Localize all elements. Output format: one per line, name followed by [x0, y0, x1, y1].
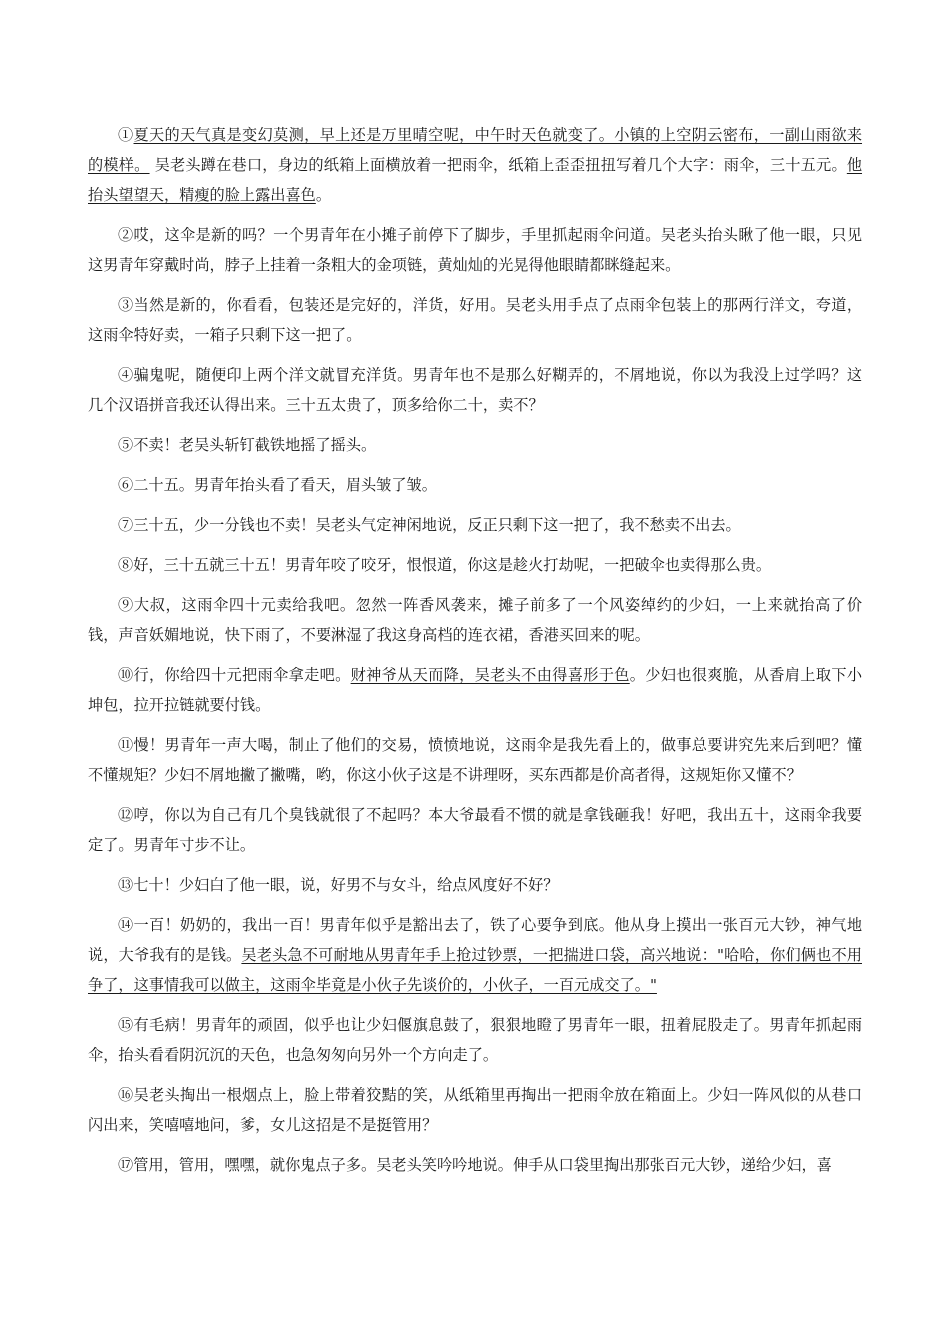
text-segment: ⑪慢！男青年一声大喝，制止了他们的交易，愤愤地说，这雨伞是我先看上的，做事总要讲究先来后到吧？懂不懂规矩？少妇不屑地撇了撇嘴，哟，你这小伙子这是不讲理呀，买东西都是价高者得，这规矩你又懂不？: [88, 736, 862, 784]
text-segment: ⑧好，三十五就三十五！男青年咬了咬牙，恨恨道，你这是趁火打劫呢，一把破伞也卖得那么贵。: [118, 556, 772, 574]
text-segment: 吴老头蹲在巷口，身边的纸箱上面横放着一把雨伞，纸箱上歪歪扭扭写着几个大字：雨伞，三十五元。: [149, 156, 847, 174]
paragraph-15: [88, 1010, 862, 1070]
paragraph-13: [88, 870, 862, 900]
paragraph-7: [88, 510, 862, 540]
text-segment: ⑦三十五，少一分钱也不卖！吴老头气定神闲地说，反正只剩下这一把了，我不愁卖不出去。: [118, 516, 741, 534]
paragraph-10: [88, 660, 862, 720]
underlined-text: 财神爷从天而降，吴老头不由得喜形于色: [350, 666, 630, 684]
paragraph-12: [88, 800, 862, 860]
paragraph-1: [88, 120, 862, 210]
text-segment: ⑨大叔，这雨伞四十元卖给我吧。忽然一阵香风袭来，摊子前多了一个风姿绰约的少妇，一上来就抬高了价钱，声音妖媚地说，快下雨了，不要淋湿了我这身高档的连衣裙，香港买回来的呢。: [88, 596, 862, 644]
paragraph-4: [88, 360, 862, 420]
text-segment: ⑮有毛病！男青年的顽固，似乎也让少妇偃旗息鼓了，狠狠地瞪了男青年一眼，扭着屁股走了。男青年抓起雨伞，抬头看看阴沉沉的天色，也急匆匆向另外一个方向走了。: [88, 1016, 862, 1064]
text-segment: ⑬七十！少妇白了他一眼，说，好男不与女斗，给点风度好不好？: [118, 876, 559, 894]
paragraph-16: [88, 1080, 862, 1140]
paragraph-5: [88, 430, 862, 460]
text-segment: ⑩行，你给四十元把雨伞拿走吧。: [118, 666, 351, 684]
text-segment: ①: [118, 126, 134, 144]
paragraph-6: [88, 470, 862, 500]
text-segment: ⑫哼，你以为自己有几个臭钱就很了不起吗？本大爷最看不惯的就是拿钱砸我！好吧，我出五十，这雨伞我要定了。男青年寸步不让。: [88, 806, 862, 854]
paragraph-9: [88, 590, 862, 650]
underlined-text: 夏天的天气真是变幻莫测，早上还是万里晴空呢，中午时天色就变了。小镇的上空阴云密布，一副山雨欲来的模样。: [88, 126, 863, 174]
text-segment: 。少妇也很爽脆，从香肩上取下小坤包，拉开拉链就要付钱。: [88, 666, 863, 714]
text-segment: ⑰管用，管用，嘿嘿，就你鬼点子多。吴老头笑吟吟地说。伸手从口袋里掏出那张百元大钞，递给少妇，喜: [118, 1156, 832, 1174]
underlined-text: 他抬头望望天，精瘦的脸上露出喜色: [88, 156, 863, 204]
paragraph-8: [88, 550, 862, 580]
text-segment: ⑯吴老头掏出一根烟点上，脸上带着狡黠的笑，从纸箱里再掏出一把雨伞放在箱面上。少妇一阵风似的从巷口闪出来，笑嘻嘻地问，爹，女儿这招是不是挺管用？: [88, 1086, 862, 1134]
paragraph-3: [88, 290, 862, 350]
text-segment: ③当然是新的，你看看，包装还是完好的，洋货，好用。吴老头用手点了点雨伞包装上的那两行洋文，夸道，这雨伞特好卖，一箱子只剩下这一把了。: [88, 296, 862, 344]
text-segment: ④骗鬼呢，随便印上两个洋文就冒充洋货。男青年也不是那么好糊弄的，不屑地说，你以为我没上过学吗？这几个汉语拼音我还认得出来。三十五太贵了，顶多给你二十，卖不？: [88, 366, 862, 414]
text-segment: ⑤不卖！老吴头斩钉截铁地摇了摇头。: [118, 436, 377, 454]
underlined-text: 吴老头急不可耐地从男青年手上抢过钞票，一把揣进口袋，高兴地说："哈哈，你们俩也不用争了，这事情我可以做主，这雨伞毕竟是小伙子先谈价的，小伙子，一百元成交了。": [88, 946, 862, 994]
text-segment: ②哎，这伞是新的吗？一个男青年在小摊子前停下了脚步，手里抓起雨伞问道。吴老头抬头瞅了他一眼，只见这男青年穿戴时尚，脖子上挂着一条粗大的金项链，黄灿灿的光晃得他眼睛都眯缝起来。: [88, 226, 862, 274]
story-text: [88, 120, 862, 1190]
text-segment: 。: [315, 186, 331, 204]
text-segment: ⑭一百！奶奶的，我出一百！男青年似乎是豁出去了，铁了心要争到底。他从身上摸出一张百元大钞，神气地说，大爷我有的是钱。: [88, 916, 862, 964]
paragraph-11: [88, 730, 862, 790]
paragraph-2: [88, 220, 862, 280]
paragraph-14: [88, 910, 862, 1000]
text-segment: ⑥二十五。男青年抬头看了看天，眉头皱了皱。: [118, 476, 437, 494]
paragraph-17: [88, 1150, 862, 1180]
